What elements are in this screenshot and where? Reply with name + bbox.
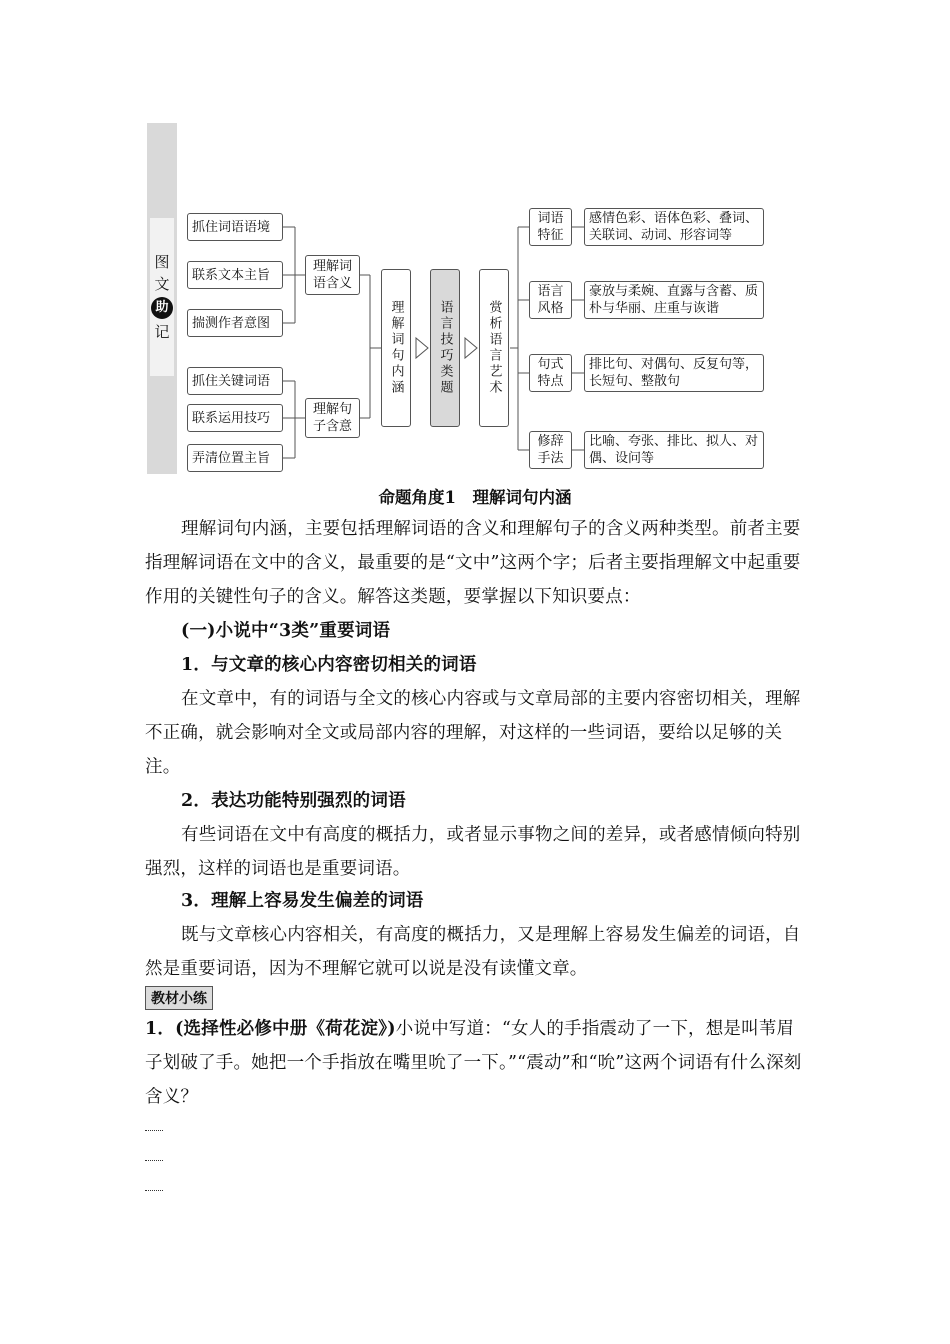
category-box: 句式特点 — [529, 354, 572, 392]
section-title: 命题角度1 理解词句内涵 — [378, 488, 572, 507]
understand-box: 理解词句内涵 — [381, 269, 411, 427]
category-box: 修辞手法 — [529, 431, 572, 469]
intro-paragraph: 理解词句内涵，主要包括理解词语的含义和理解句子的含义两种类型。前者主要指理解词语在文中的含义，最重要的是“文中”这两个字；后者主要指理解文中起重要作用的关键性句子的含义。解答这类题，要掌握以下知识要点： — [145, 519, 801, 607]
question-text: 小说中写道：“女人的手指震动了一下，想是叫苇眉子划破了手。她把一个手指放在嘴里吮了一下。”“震动”和“吮”这两个词语有什么深刻含义？ — [145, 1019, 802, 1107]
point-body: 有些词语在文中有高度的概括力，或者显示事物之间的差异，或者感情倾向特别强烈，这样的词语也是重要词语。 — [145, 825, 801, 879]
sentence-meaning-box: 理解句子含意 — [305, 398, 360, 438]
point-heading: 3．理解上容易发生偏差的词语 — [181, 891, 424, 911]
sidebar-char: 文 — [154, 275, 170, 293]
strategy-box: 联系运用技巧 — [187, 404, 283, 432]
subheading: (一)小说中“3类”重要词语 — [181, 621, 391, 641]
question-source: (选择性必修中册《荷花淀》) — [175, 1019, 396, 1039]
category-detail-box: 排比句、对偶句、反复句等，长短句、整散句 — [584, 354, 764, 392]
question-number: 1． — [145, 1019, 176, 1039]
diagram-connectors — [0, 0, 950, 500]
point-body: 在文章中，有的词语与全文的核心内容或与文章局部的主要内容密切相关，理解不正确，就会影响对全文或局部内容的理解，对这样的一些词语，要给以足够的关注。 — [145, 689, 801, 777]
point-heading: 1．与文章的核心内容密切相关的词语 — [181, 655, 477, 675]
sidebar-char-badge: 助 — [151, 297, 173, 319]
strategy-box: 抓住关键词语 — [187, 367, 283, 395]
answer-line[interactable] — [145, 1130, 163, 1131]
point-body: 既与文章核心内容相关，有高度的概括力，又是理解上容易发生偏差的词语，自然是重要词语，因为不理解它就可以说是没有读懂文章。 — [145, 925, 801, 979]
center-topic-box: 语言技巧类题 — [430, 269, 460, 427]
point-heading: 2．表达功能特别强烈的词语 — [181, 791, 406, 811]
exercise-badge: 教材小练 — [145, 986, 213, 1010]
sidebar-char: 图 — [154, 253, 170, 271]
word-meaning-box: 理解词语含义 — [305, 255, 360, 295]
answer-line[interactable] — [145, 1160, 163, 1161]
exercise-question — [145, 1012, 810, 1114]
category-detail-box: 感情色彩、语体色彩、叠词、关联词、动词、形容词等 — [584, 208, 764, 246]
category-detail-box: 比喻、夸张、排比、拟人、对偶、设问等 — [584, 431, 764, 469]
category-detail-box: 豪放与柔婉、直露与含蓄、质朴与华丽、庄重与诙谐 — [584, 281, 764, 319]
sidebar-char: 记 — [154, 323, 170, 341]
strategy-box: 揣测作者意图 — [187, 309, 283, 337]
strategy-box: 联系文本主旨 — [187, 261, 283, 289]
strategy-box: 抓住词语语境 — [187, 213, 283, 241]
appreciate-box: 赏析语言艺术 — [479, 269, 509, 427]
category-box: 语言风格 — [529, 281, 572, 319]
category-box: 词语特征 — [529, 208, 572, 246]
strategy-box: 弄清位置主旨 — [187, 444, 283, 472]
answer-line[interactable] — [145, 1190, 163, 1191]
